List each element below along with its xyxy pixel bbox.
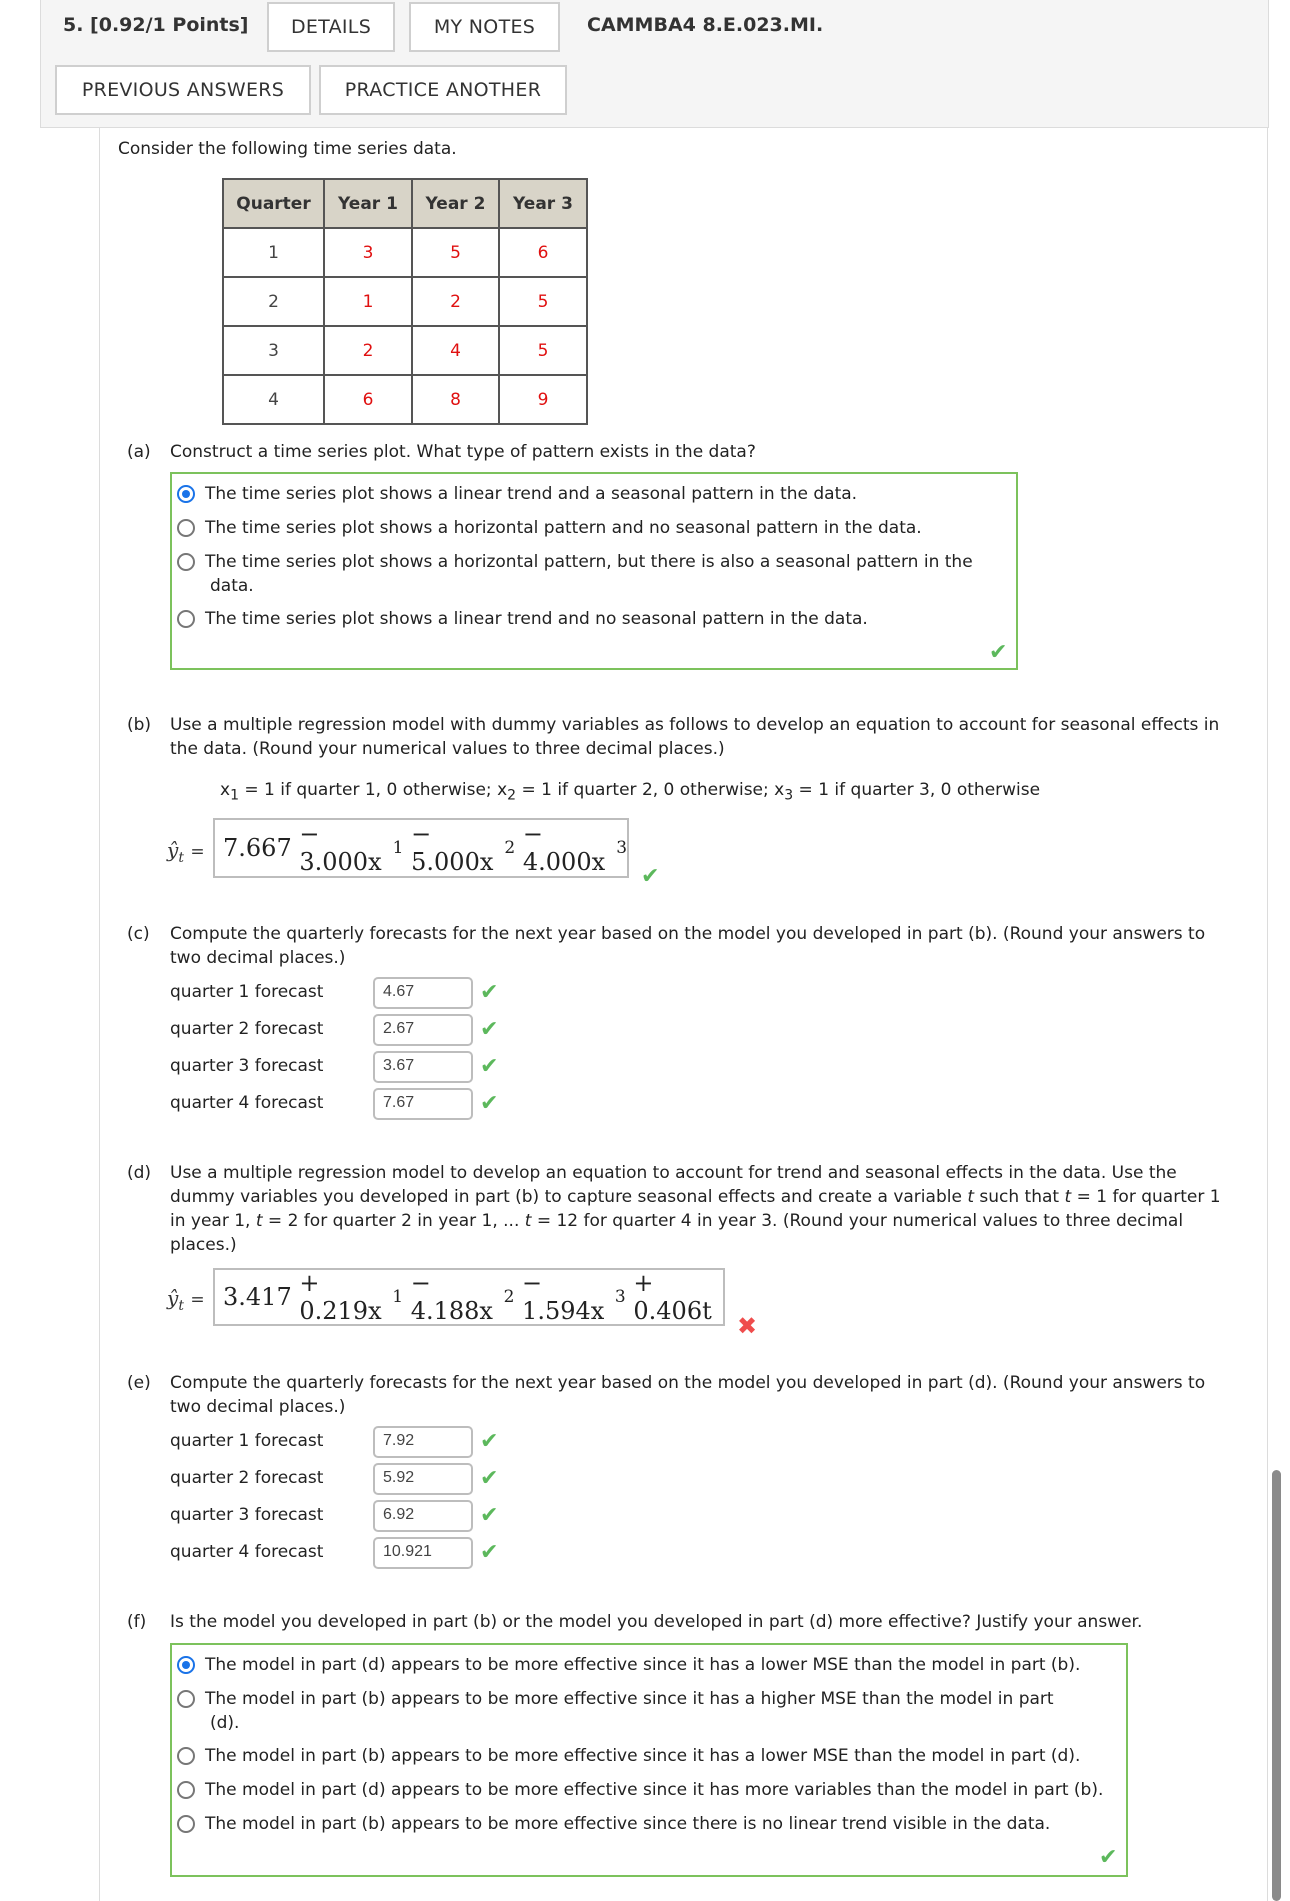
check-icon: ✔ [480,1466,499,1491]
t-symbol: t [967,1187,974,1207]
part-c-question-line2: two decimal places.) [170,948,346,968]
equals-sign: = [190,842,205,862]
y-hat-symbol: ŷ [167,838,179,862]
eq-b-term3: − 4.000x [522,820,606,876]
table-cell: 6 [324,375,412,424]
part-d-line3-text: in year 1, [170,1211,256,1231]
question-header [40,0,1269,128]
part-f-option-4: The model in part (d) appears to be more effective since it has more variables than the model in part (b). [205,1780,1104,1800]
def-x1: = 1 if quarter 1, 0 otherwise; [244,780,492,800]
forecast-label: quarter 3 forecast [170,1505,324,1525]
part-d-line3-text: = 12 for quarter 4 in year 3. (Round your numerical values to three decimal [531,1211,1184,1231]
part-c-label: (c) [127,924,150,944]
content-left-border [99,127,100,1901]
check-icon: ✔ [480,1540,499,1565]
table-cell: 4 [223,375,324,424]
part-d-equation-input[interactable] [213,1268,725,1326]
y-hat-symbol: ŷ [167,1286,179,1310]
intro-text: Consider the following time series data. [118,139,457,159]
table-cell: 3 [324,228,412,277]
subscript: 3 [614,1287,626,1307]
part-f-radio-1[interactable] [177,1656,195,1674]
part-e-question-line1: Compute the quarterly forecasts for the next year based on the model you developed in part (d). (Round your answers to [170,1373,1206,1393]
part-d-line1: Use a multiple regression model to develop an equation to account for trend and seasonal effects in the data. Use the [170,1163,1177,1183]
table-cell: 5 [499,277,587,326]
part-f-option-2-cont: (d). [210,1713,240,1733]
part-d-line2-text: = 1 for quarter 1 [1071,1187,1221,1207]
previous-answers-button[interactable]: PREVIOUS ANSWERS [55,65,311,115]
subscript: 3 [616,838,628,858]
table-cell: 2 [324,326,412,375]
def-x3: = 1 if quarter 3, 0 otherwise [798,780,1041,800]
part-d-line2-text: such that [974,1187,1065,1207]
forecast-label: quarter 1 forecast [170,982,324,1002]
table-header: Year 2 [412,179,499,228]
part-e-label: (e) [127,1373,151,1393]
table-cell: 3 [223,326,324,375]
part-c-forecast-q4-input[interactable]: 7.67 [373,1088,473,1120]
check-icon: ✔ [480,1503,499,1528]
table-cell: 1 [324,277,412,326]
part-b-label: (b) [127,715,152,735]
check-icon: ✔ [480,1091,499,1116]
table-row [223,326,587,375]
check-icon: ✔ [641,864,660,889]
subscript: 2 [503,1287,515,1307]
part-a-radio-2[interactable] [177,519,195,537]
subscript: 1 [392,838,404,858]
check-icon: ✔ [989,640,1008,665]
y-hat-label [167,1286,205,1314]
part-d-line2 [170,1185,1221,1209]
subscript: 1 [230,787,239,804]
table-cell: 5 [412,228,499,277]
table-cell: 1 [223,228,324,277]
table-cell: 2 [412,277,499,326]
part-f-option-1: The model in part (d) appears to be more effective since it has a lower MSE than the model in part (b). [205,1655,1081,1675]
t-symbol: t [1064,1187,1072,1207]
part-f-label: (f) [127,1612,147,1632]
x-symbol: x [497,780,508,800]
eq-d-term4: + 0.406t [633,1269,712,1325]
forecast-label: quarter 2 forecast [170,1019,324,1039]
part-a-radio-4[interactable] [177,610,195,628]
part-e-forecast-q1-input[interactable]: 7.92 [373,1426,473,1458]
part-a-label: (a) [127,442,151,462]
eq-d-term3: − 1.594x [522,1269,605,1325]
subscript: 3 [784,787,794,804]
my-notes-button[interactable]: MY NOTES [409,2,560,52]
y-hat-subscript: t [178,1298,184,1314]
part-a-option-2: The time series plot shows a horizontal pattern and no seasonal pattern in the data. [205,518,922,538]
table-cell: 9 [499,375,587,424]
forecast-label: quarter 2 forecast [170,1468,324,1488]
eq-d-term1: + 0.219x [299,1269,382,1325]
part-a-radio-1[interactable] [177,485,195,503]
forecast-label: quarter 1 forecast [170,1431,324,1451]
part-d-line2-text: dummy variables you developed in part (b) to capture seasonal effects and create a variable [170,1187,968,1207]
part-f-question: Is the model you developed in part (b) or the model you developed in part (d) more effective? Justify your answer. [170,1612,1143,1632]
part-b-question-line2: the data. (Round your numerical values to three decimal places.) [170,739,725,759]
check-icon: ✔ [480,1054,499,1079]
table-row [223,277,587,326]
cross-icon: ✖ [737,1312,758,1340]
details-button[interactable]: DETAILS [267,2,395,52]
part-e-forecast-q4-input[interactable]: 10.921 [373,1537,473,1569]
part-f-option-3: The model in part (b) appears to be more effective since it has a lower MSE than the model in part (d). [205,1746,1081,1766]
eq-d-term2: − 4.188x [410,1269,493,1325]
check-icon: ✔ [480,980,499,1005]
table-header: Year 3 [499,179,587,228]
table-header: Year 1 [324,179,412,228]
part-a-option-3-cont: data. [210,576,254,596]
content-right-border [1267,127,1268,1901]
part-c-forecast-q2-input[interactable]: 2.67 [373,1014,473,1046]
part-e-forecast-q2-input[interactable]: 5.92 [373,1463,473,1495]
question-code: CAMMBA4 8.E.023.MI. [587,14,824,36]
part-e-forecast-q3-input[interactable]: 6.92 [373,1500,473,1532]
check-icon: ✔ [480,1017,499,1042]
part-e-question-line2: two decimal places.) [170,1397,346,1417]
part-c-forecast-q3-input[interactable]: 3.67 [373,1051,473,1083]
part-f-radio-3[interactable] [177,1747,195,1765]
question-number: 5. [0.92/1 Points] [63,14,249,36]
practice-another-button[interactable]: PRACTICE ANOTHER [319,65,567,115]
part-d-line3 [170,1209,1183,1233]
part-f-option-2: The model in part (b) appears to be more effective since it has a higher MSE than the model in part [205,1689,1054,1709]
table-cell: 6 [499,228,587,277]
equals-sign: = [190,1290,205,1310]
forecast-label: quarter 4 forecast [170,1542,324,1562]
forecast-label: quarter 3 forecast [170,1056,324,1076]
part-f-radio-4[interactable] [177,1781,195,1799]
part-a-question: Construct a time series plot. What type of pattern exists in the data? [170,442,756,462]
x-symbol: x [220,780,231,800]
part-a-option-1: The time series plot shows a linear trend and a seasonal pattern in the data. [205,484,858,504]
forecast-label: quarter 4 forecast [170,1093,324,1113]
check-icon: ✔ [480,1429,499,1454]
x-symbol: x [774,780,785,800]
table-row [223,375,587,424]
eq-b-term1: − 3.000x [299,820,382,876]
part-f-radio-5[interactable] [177,1815,195,1833]
part-d-line4: places.) [170,1235,237,1255]
y-hat-subscript: t [178,850,184,866]
dummy-definitions [220,778,1040,807]
part-f-option-5: The model in part (b) appears to be more effective since there is no linear trend visible in the data. [205,1814,1051,1834]
table-row [223,228,587,277]
part-b-question-line1: Use a multiple regression model with dummy variables as follows to develop an equation to account for seasonal effects in [170,715,1220,735]
part-a-option-3: The time series plot shows a horizontal pattern, but there is also a seasonal pattern in the [205,552,973,572]
part-d-label: (d) [127,1163,152,1183]
part-c-question-line1: Compute the quarterly forecasts for the next year based on the model you developed in part (b). (Round your answers to [170,924,1206,944]
subscript: 1 [392,1287,404,1307]
eq-d-constant: 3.417 [223,1283,292,1311]
part-c-forecast-q1-input[interactable]: 4.67 [373,977,473,1009]
t-symbol: t [255,1211,263,1231]
part-a-option-4: The time series plot shows a linear trend and no seasonal pattern in the data. [205,609,868,629]
part-a-radio-3[interactable] [177,553,195,571]
check-icon: ✔ [1099,1845,1118,1870]
eq-b-term2: − 5.000x [411,820,494,876]
y-hat-label [167,838,205,866]
eq-b-constant: 7.667 [223,834,292,862]
table-header: Quarter [223,179,324,228]
scrollbar-thumb[interactable] [1272,1470,1281,1901]
part-b-equation-input[interactable] [213,818,629,878]
table-cell: 4 [412,326,499,375]
table-cell: 2 [223,277,324,326]
subscript: 2 [504,838,516,858]
part-f-radio-2[interactable] [177,1690,195,1708]
subscript: 2 [507,787,517,804]
table-cell: 5 [499,326,587,375]
def-x2: = 1 if quarter 2, 0 otherwise; [521,780,769,800]
time-series-table [222,178,588,425]
part-d-line3-text: = 2 for quarter 2 in year 1, ... [262,1211,525,1231]
t-symbol: t [524,1211,532,1231]
table-cell: 8 [412,375,499,424]
